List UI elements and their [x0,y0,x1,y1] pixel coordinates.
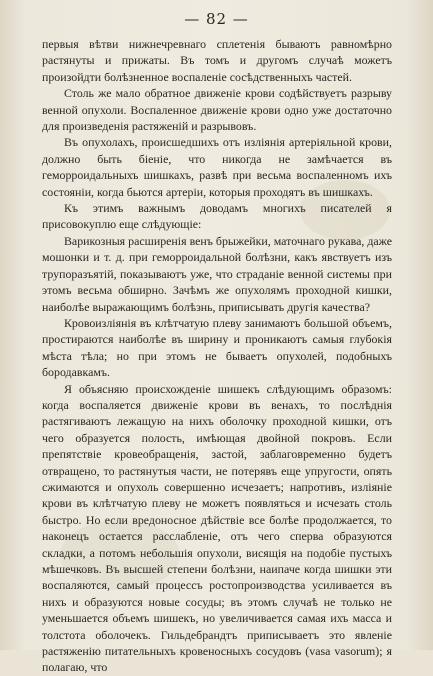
paragraph: Варикозныя расширенія венъ брыжейки, маточнаго рукава, даже мошонки и т. д. при геморроидальной болѣзни, какъ явствуетъ изъ трупоразъятій, показываютъ уже, что страданіе венной системы при этомъ весьма обширно. Зачѣмъ же опухолямъ проходной кишки, наиболѣе выражающимъ болѣзнь, приписывать другія качества? [42,233,392,314]
paragraph: первыя вѣтви нижнечревнаго сплетенія бываютъ равномѣрно растянуты и прижаты. Въ томъ и другомъ случаѣ можетъ произойдти болѣзненное воспаленіе сосѣдственныхъ частей. [42,37,392,84]
paragraph: Кровоизліянія въ клѣтчатую плеву занимаютъ большой объемъ, простираются наиболѣе въ ширину и проникаютъ самыя глубокія мѣста тѣла; но при этомъ не бываетъ опухолей, подобныхъ бородавкамъ. [42,315,392,380]
paragraph: Въ опухолахъ, происшедшихъ отъ изліянія артеріяльной крови, должно быть біеніе, что никогда не замѣчается въ геморроидальныхъ шишкахъ, развѣ при весьма воспаленномъ ихъ состояніи, когда бьются артеріи, которыя проходятъ въ шишкахъ. [42,135,392,199]
page-text [42,36,392,676]
paragraph: Къ этимъ важнымъ доводамъ многихъ писателей я присовокуплю еще слѣдующіе: [42,201,392,232]
paragraph: Я объясняю происхожденіе шишекъ слѣдующимъ образомъ: когда воспаляется движеніе крови въ венахъ, то послѣднія растягиваютъ лежащую на нихъ оболочку проходной кишки, отъ чего образуется полость, имѣющая двойной покровъ. Если препятствіе кровеобращенія, застой, заблаговременно будетъ отвращено, то растянутыя части, не потерявъ еще упругости, опять сжимаются и опухоль совершенно исчезаетъ; напротивъ, изліяніе крови въ клѣтчатую плеву не можетъ появляться и исчезать столь быстро. Но если вредоносное дѣйствіе все болѣе продолжается, то наконецъ остается расслабленіе, отъ чего сперва образуются складки, а потомъ небольшія опухоли, висящія на подобіе пустыхъ мѣшечковъ. Въ высшей степени болѣзни, наипаче когда шишки эти воспаляются, самый процессъ ростопроизводства усиливается въ нихъ и образуются новые сосуды; въ этомъ случаѣ не только не уменьшается объемъ шишекъ, но увеличивается самая ихъ масса и толстота оболочекъ. Гильдебрандтъ приписываетъ это явленіе растяженію питательныхъ кровеносныхъ сосудовъ (vasa vasorum); я полагаю, что [42,381,392,675]
paragraph: Столь же мало обратное движеніе крови содѣйствуетъ разрыву венной опухоли. Воспаленное движеніе крови одно уже достаточно для произведенія растяженій и разрывовъ. [42,86,392,134]
page-number: — 82 — [184,10,249,28]
